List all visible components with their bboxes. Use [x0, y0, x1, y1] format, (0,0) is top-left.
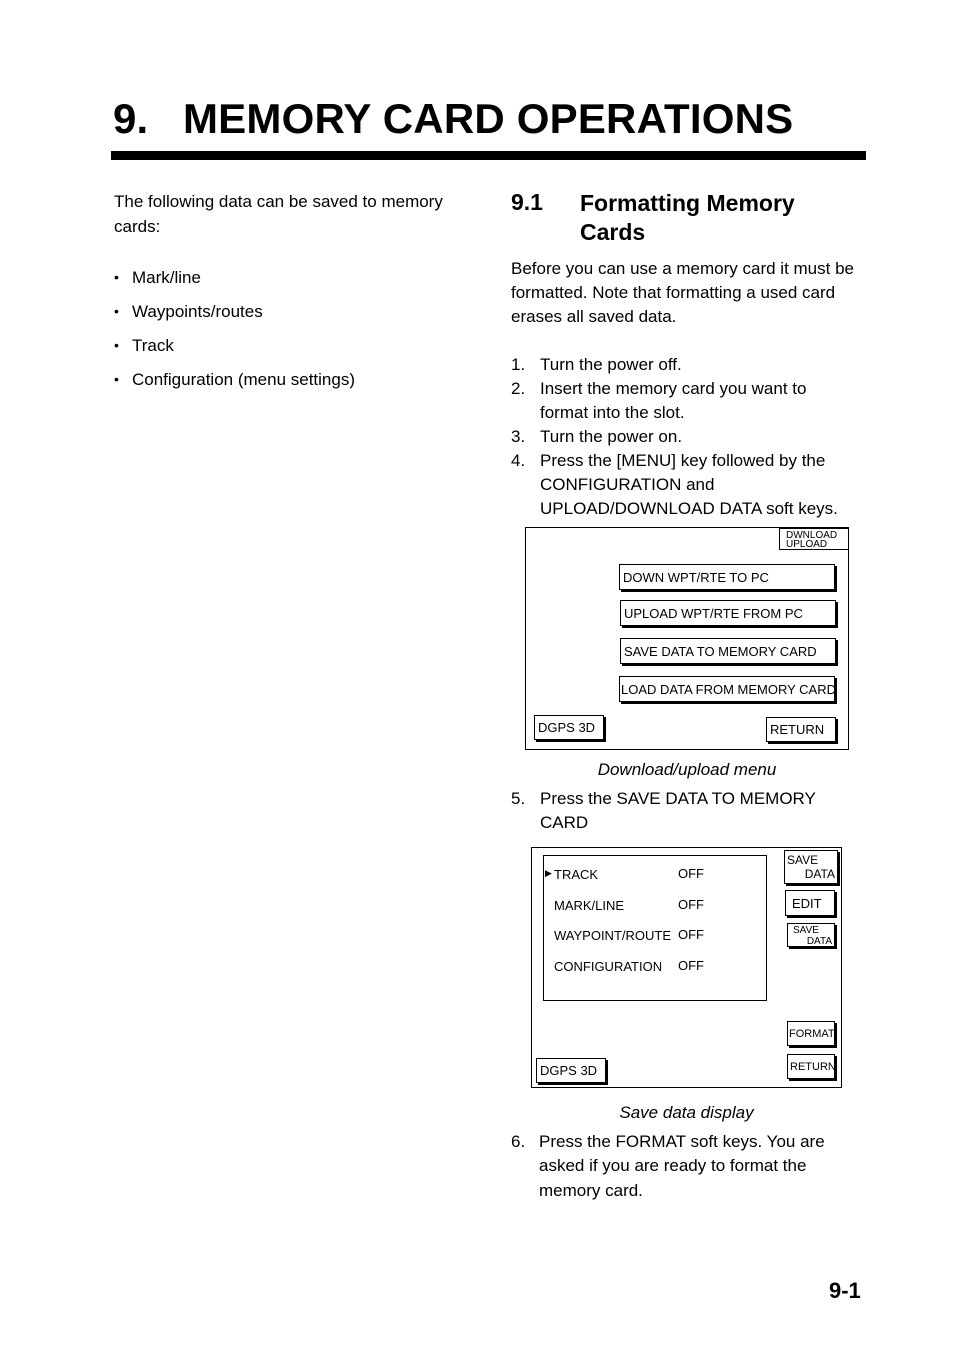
save-data-list — [543, 855, 767, 1001]
title-rule — [111, 151, 866, 160]
page-number: 9-1 — [829, 1278, 861, 1303]
step-number: 1. — [511, 355, 526, 374]
step-text: Press the [MENU] key followed by the — [540, 451, 826, 470]
format-button[interactable]: FORMAT — [787, 1021, 835, 1046]
step-number: 6. — [511, 1132, 526, 1151]
cursor-icon: ▶ — [545, 868, 552, 878]
load-data-from-memory-card-button[interactable]: LOAD DATA FROM MEMORY CARD — [619, 676, 835, 702]
key-line: DATA — [804, 867, 835, 881]
step-text: UPLOAD/DOWNLOAD DATA soft keys. — [540, 499, 838, 518]
step-text: CARD — [540, 813, 589, 832]
dwnload-upload-label — [779, 528, 849, 550]
chapter-title-text: MEMORY CARD OPERATIONS — [183, 95, 794, 142]
return-button[interactable]: RETURN — [766, 717, 836, 742]
step-text: Press the FORMAT soft keys. You are — [539, 1132, 825, 1151]
save-data-title-key — [784, 850, 838, 884]
list-item: • Track — [114, 333, 355, 367]
figure-caption: Download/upload menu — [597, 760, 777, 779]
chapter-title — [113, 95, 793, 143]
key-line: SAVE — [787, 853, 819, 867]
down-wpt-rte-button[interactable]: DOWN WPT/RTE TO PC — [619, 564, 835, 590]
chapter-number: 9. — [113, 95, 149, 142]
step-number: 4. — [511, 451, 526, 470]
step-text: memory card. — [539, 1181, 643, 1200]
step-text: format into the slot. — [540, 403, 685, 422]
item-mark-line-label: MARK/LINE — [554, 898, 625, 913]
key-line: SAVE — [793, 925, 819, 936]
figure-caption: Save data display — [619, 1103, 754, 1122]
step-text: asked if you are ready to format the — [539, 1156, 807, 1175]
item-configuration-value[interactable]: OFF — [678, 958, 704, 973]
list-item: • Mark/line — [114, 265, 355, 299]
download-upload-screen — [525, 527, 849, 750]
step-text: Press the SAVE DATA TO MEMORY — [540, 789, 816, 808]
item-waypoint-route-label: WAYPOINT/ROUTE — [554, 928, 671, 943]
save-data-button[interactable] — [787, 923, 835, 947]
upload-wpt-rte-button[interactable]: UPLOAD WPT/RTE FROM PC — [620, 600, 836, 626]
list-item: • Configuration (menu settings) — [114, 367, 355, 401]
corner-line: DWNLOAD — [786, 530, 838, 541]
step-number: 3. — [511, 427, 526, 446]
step-number: 5. — [511, 789, 526, 808]
status-badge: DGPS 3D — [536, 1058, 606, 1083]
return-button[interactable]: RETURN — [787, 1054, 835, 1079]
save-data-to-memory-card-button[interactable]: SAVE DATA TO MEMORY CARD — [620, 638, 836, 664]
item-track-label: TRACK — [554, 867, 599, 882]
item-waypoint-route-value[interactable]: OFF — [678, 927, 704, 942]
section-number: 9.1 — [511, 189, 543, 215]
key-line: DATA — [806, 936, 832, 947]
corner-line: UPLOAD — [786, 539, 828, 550]
item-mark-line-value[interactable]: OFF — [678, 897, 704, 912]
intro-text: The following data can be saved to memory cards: — [114, 192, 443, 236]
status-badge: DGPS 3D — [534, 715, 604, 740]
save-data-screen — [531, 847, 842, 1088]
step-number: 2. — [511, 379, 526, 398]
section-paragraph: Before you can use a memory card it must be formatted. Note that formatting a used card erases all saved data. — [511, 259, 854, 326]
saved-data-list — [114, 265, 355, 401]
list-item: • Waypoints/routes — [114, 299, 355, 333]
step-text: Turn the power off. — [540, 355, 682, 374]
edit-button[interactable]: EDIT — [785, 890, 835, 916]
step-text: CONFIGURATION and — [540, 475, 715, 494]
section-title: Formatting Memory Cards — [580, 190, 795, 245]
step-text: Turn the power on. — [540, 427, 683, 446]
item-track-value[interactable]: OFF — [678, 866, 704, 881]
step-text: Insert the memory card you want to — [540, 379, 807, 398]
item-configuration-label: CONFIGURATION — [554, 959, 663, 974]
